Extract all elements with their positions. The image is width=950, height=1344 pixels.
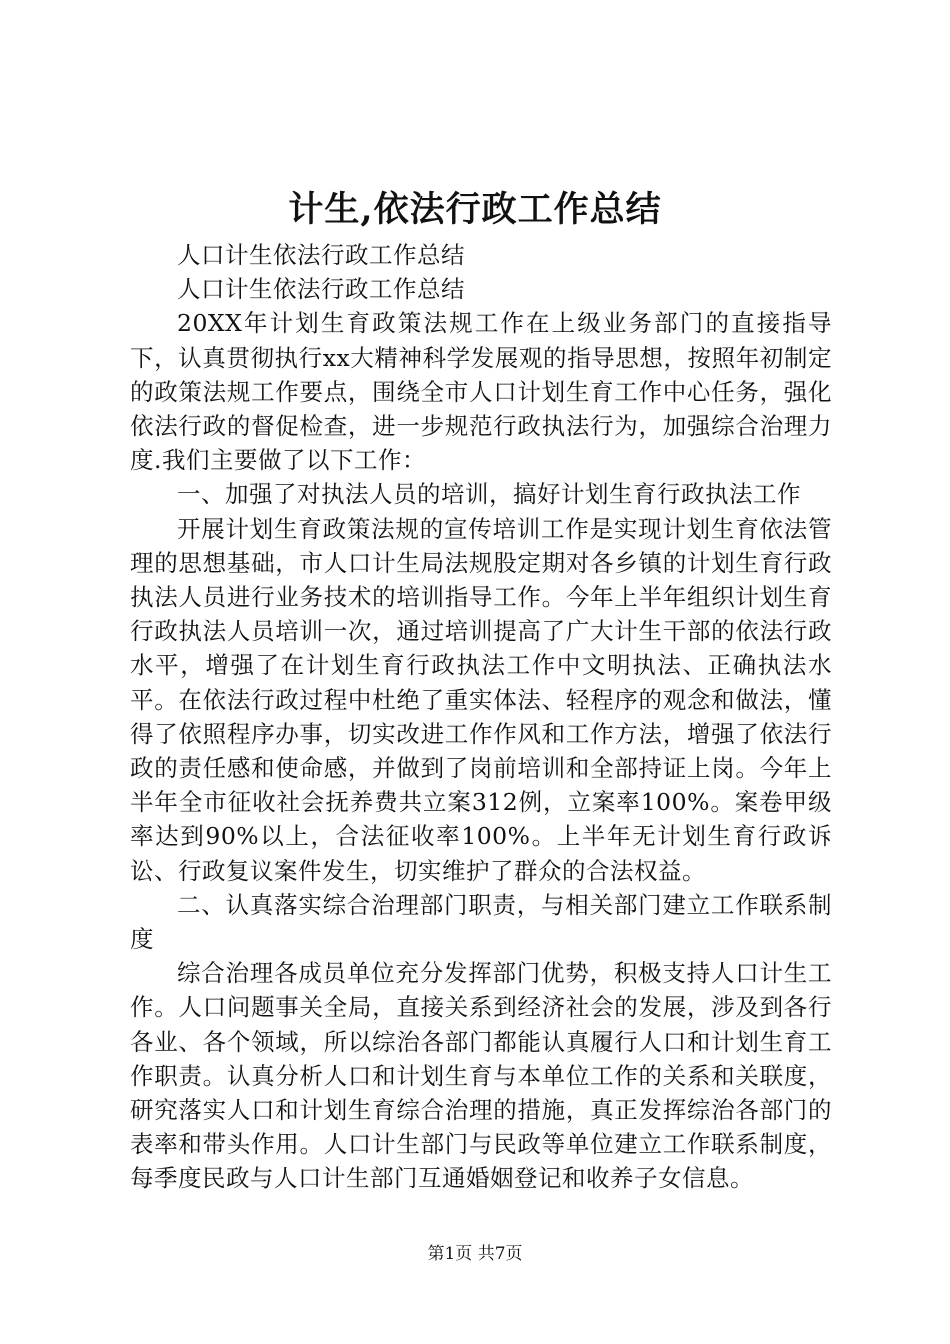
section-heading: 二、认真落实综合治理部门职责，与相关部门建立工作联系制度 bbox=[130, 890, 832, 954]
body-paragraph: 开展计划生育政策法规的宣传培训工作是实现计划生育依法管理的思想基础，市人口计生局法规股定期对各乡镇的计划生育行政执法人员进行业务技术的培训指导工作。今年上半年组织计划生育行政执法人员培训一次，通过培训提高了广大计生干部的依法行政水平，增强了在计划生育行政执法工作中文明执法、正确执法水平。在依法行政过程中杜绝了重实体法、轻程序的观念和做法，懂得了依照程序办事，切实改进工作作风和工作方法，增强了依法行政的责任感和使命感，并做到了岗前培训和全部持证上岗。今年上半年全市征收社会抚养费共立案312例，立案率100%。案卷甲级率达到90%以上，合法征收率100%。上半年无计划生育行政诉讼、行政复议案件发生，切实维护了群众的合法权益。 bbox=[130, 514, 832, 885]
subtitle-line: 人口计生依法行政工作总结 bbox=[177, 241, 465, 269]
document-body bbox=[130, 238, 832, 1196]
page-indicator: 第1页 共7页 bbox=[427, 1244, 523, 1264]
document-title: 计生,依法行政工作总结 bbox=[288, 189, 662, 230]
page-footer bbox=[0, 1242, 950, 1266]
body-paragraph: 综合治理各成员单位充分发挥部门优势，积极支持人口计生工作。人口问题事关全局，直接关系到经济社会的发展，涉及到各行各业、各个领域，所以综治各部门都能认真履行人口和计划生育工作职责。认真分析人口和计划生育与本单位工作的关系和关联度，研究落实人口和计划生育综合治理的措施，真正发挥综治各部门的表率和带头作用。人口计生部门与民政等单位建立工作联系制度，每季度民政与人口计生部门互通婚姻登记和收养子女信息。 bbox=[130, 959, 832, 1193]
section-heading: 一、加强了对执法人员的培训，搞好计划生育行政执法工作 bbox=[177, 480, 801, 509]
intro-paragraph: 20XX年计划生育政策法规工作在上级业务部门的直接指导下，认真贯彻执行xx大精神科学发展观的指导思想，按照年初制定的政策法规工作要点，围绕全市人口计划生育工作中心任务，强化依法行政的督促检查，进一步规范行政执法行为，加强综合治理力度.我们主要做了以下工作： bbox=[130, 309, 832, 475]
subtitle-line: 人口计生依法行政工作总结 bbox=[177, 275, 465, 304]
